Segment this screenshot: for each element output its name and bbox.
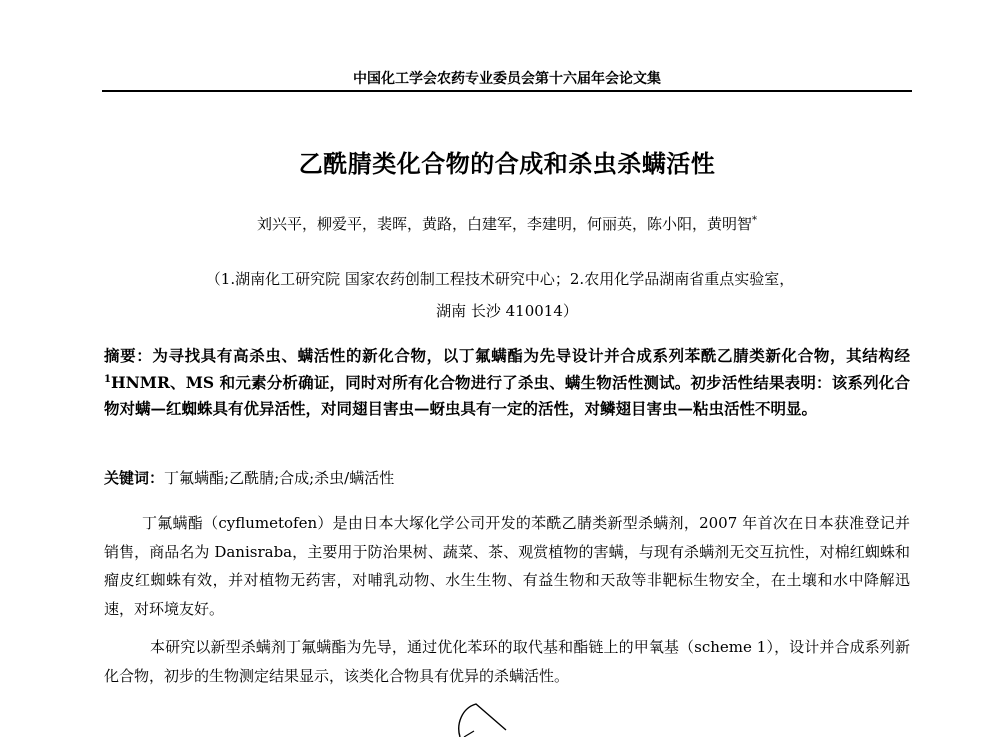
abstract-label: 摘要： xyxy=(104,346,153,365)
abstract-text-part2: HNMR、MS 和元素分析确证，同时对所有化合物进行了杀虫、螨生物活性测试。初步活性结果表明：该系列化合物对螨—红蜘蛛具有优异活性，对同翅目害虫—蚜虫具有一定的活性，对鳞翅目害虫—粘虫活性不明显。 xyxy=(104,372,910,418)
abstract xyxy=(104,343,910,423)
author-list xyxy=(102,213,912,235)
body-paragraph-1: 丁氟螨酯（cyflumetofen）是由日本大塚化学公司开发的苯酰乙腈类新型杀螨剂，2007 年首次在日本获准登记并销售，商品名为 Danisraba，主要用于防治果树、蔬菜、茶、观赏植物的害螨，与现有杀螨剂无交互抗性，对棉红蜘蛛和瘤皮红蜘蛛有效，并对植物无药害，对哺乳动物、水生生物、有益生物和天敌等非靶标生物安全，在土壤和水中降解迅速，对环境友好。 xyxy=(104,514,910,618)
abstract-superscript: 1 xyxy=(104,373,111,385)
structure-bond-line-2 xyxy=(464,731,474,737)
scheme-structure-fragment xyxy=(448,700,528,737)
keywords-label: 关键词： xyxy=(104,469,165,487)
keywords xyxy=(104,466,910,490)
abstract-text-part1: 为寻找具有高杀虫、螨活性的新化合物，以丁氟螨酯为先导设计并合成系列苯酰乙腈类新化合物，其结构经 xyxy=(152,346,910,365)
paper-title: 乙酰腈类化合物的合成和杀虫杀螨活性 xyxy=(298,149,716,178)
header-rule xyxy=(102,90,912,92)
authors-text: 刘兴平，柳爱平，裴晖，黄路，白建军，李建明，何丽英，陈小阳，黄明智 xyxy=(256,215,752,233)
affiliation-line-1: （1.湖南化工研究院 国家农药创制工程技术研究中心；2.农用化学品湖南省重点实验室， xyxy=(205,270,795,288)
body-paragraph-2: 本研究以新型杀螨剂丁氟螨酯为先导，通过优化苯环的取代基和酯链上的甲氧基（scheme 1），设计并合成系列新化合物，初步的生物测定结果显示，该类化合物具有优异的杀螨活性。 xyxy=(104,638,910,685)
structure-bond-line xyxy=(459,704,506,737)
keywords-text: 丁氟螨酯;乙酰腈;合成;杀虫/螨活性 xyxy=(164,469,395,487)
running-header: 中国化工学会农药专业委员会第十六届年会论文集 xyxy=(353,71,661,87)
affiliation-line-2: 湖南 长沙 410014） xyxy=(436,302,578,320)
corresponding-author-mark: * xyxy=(752,215,757,226)
